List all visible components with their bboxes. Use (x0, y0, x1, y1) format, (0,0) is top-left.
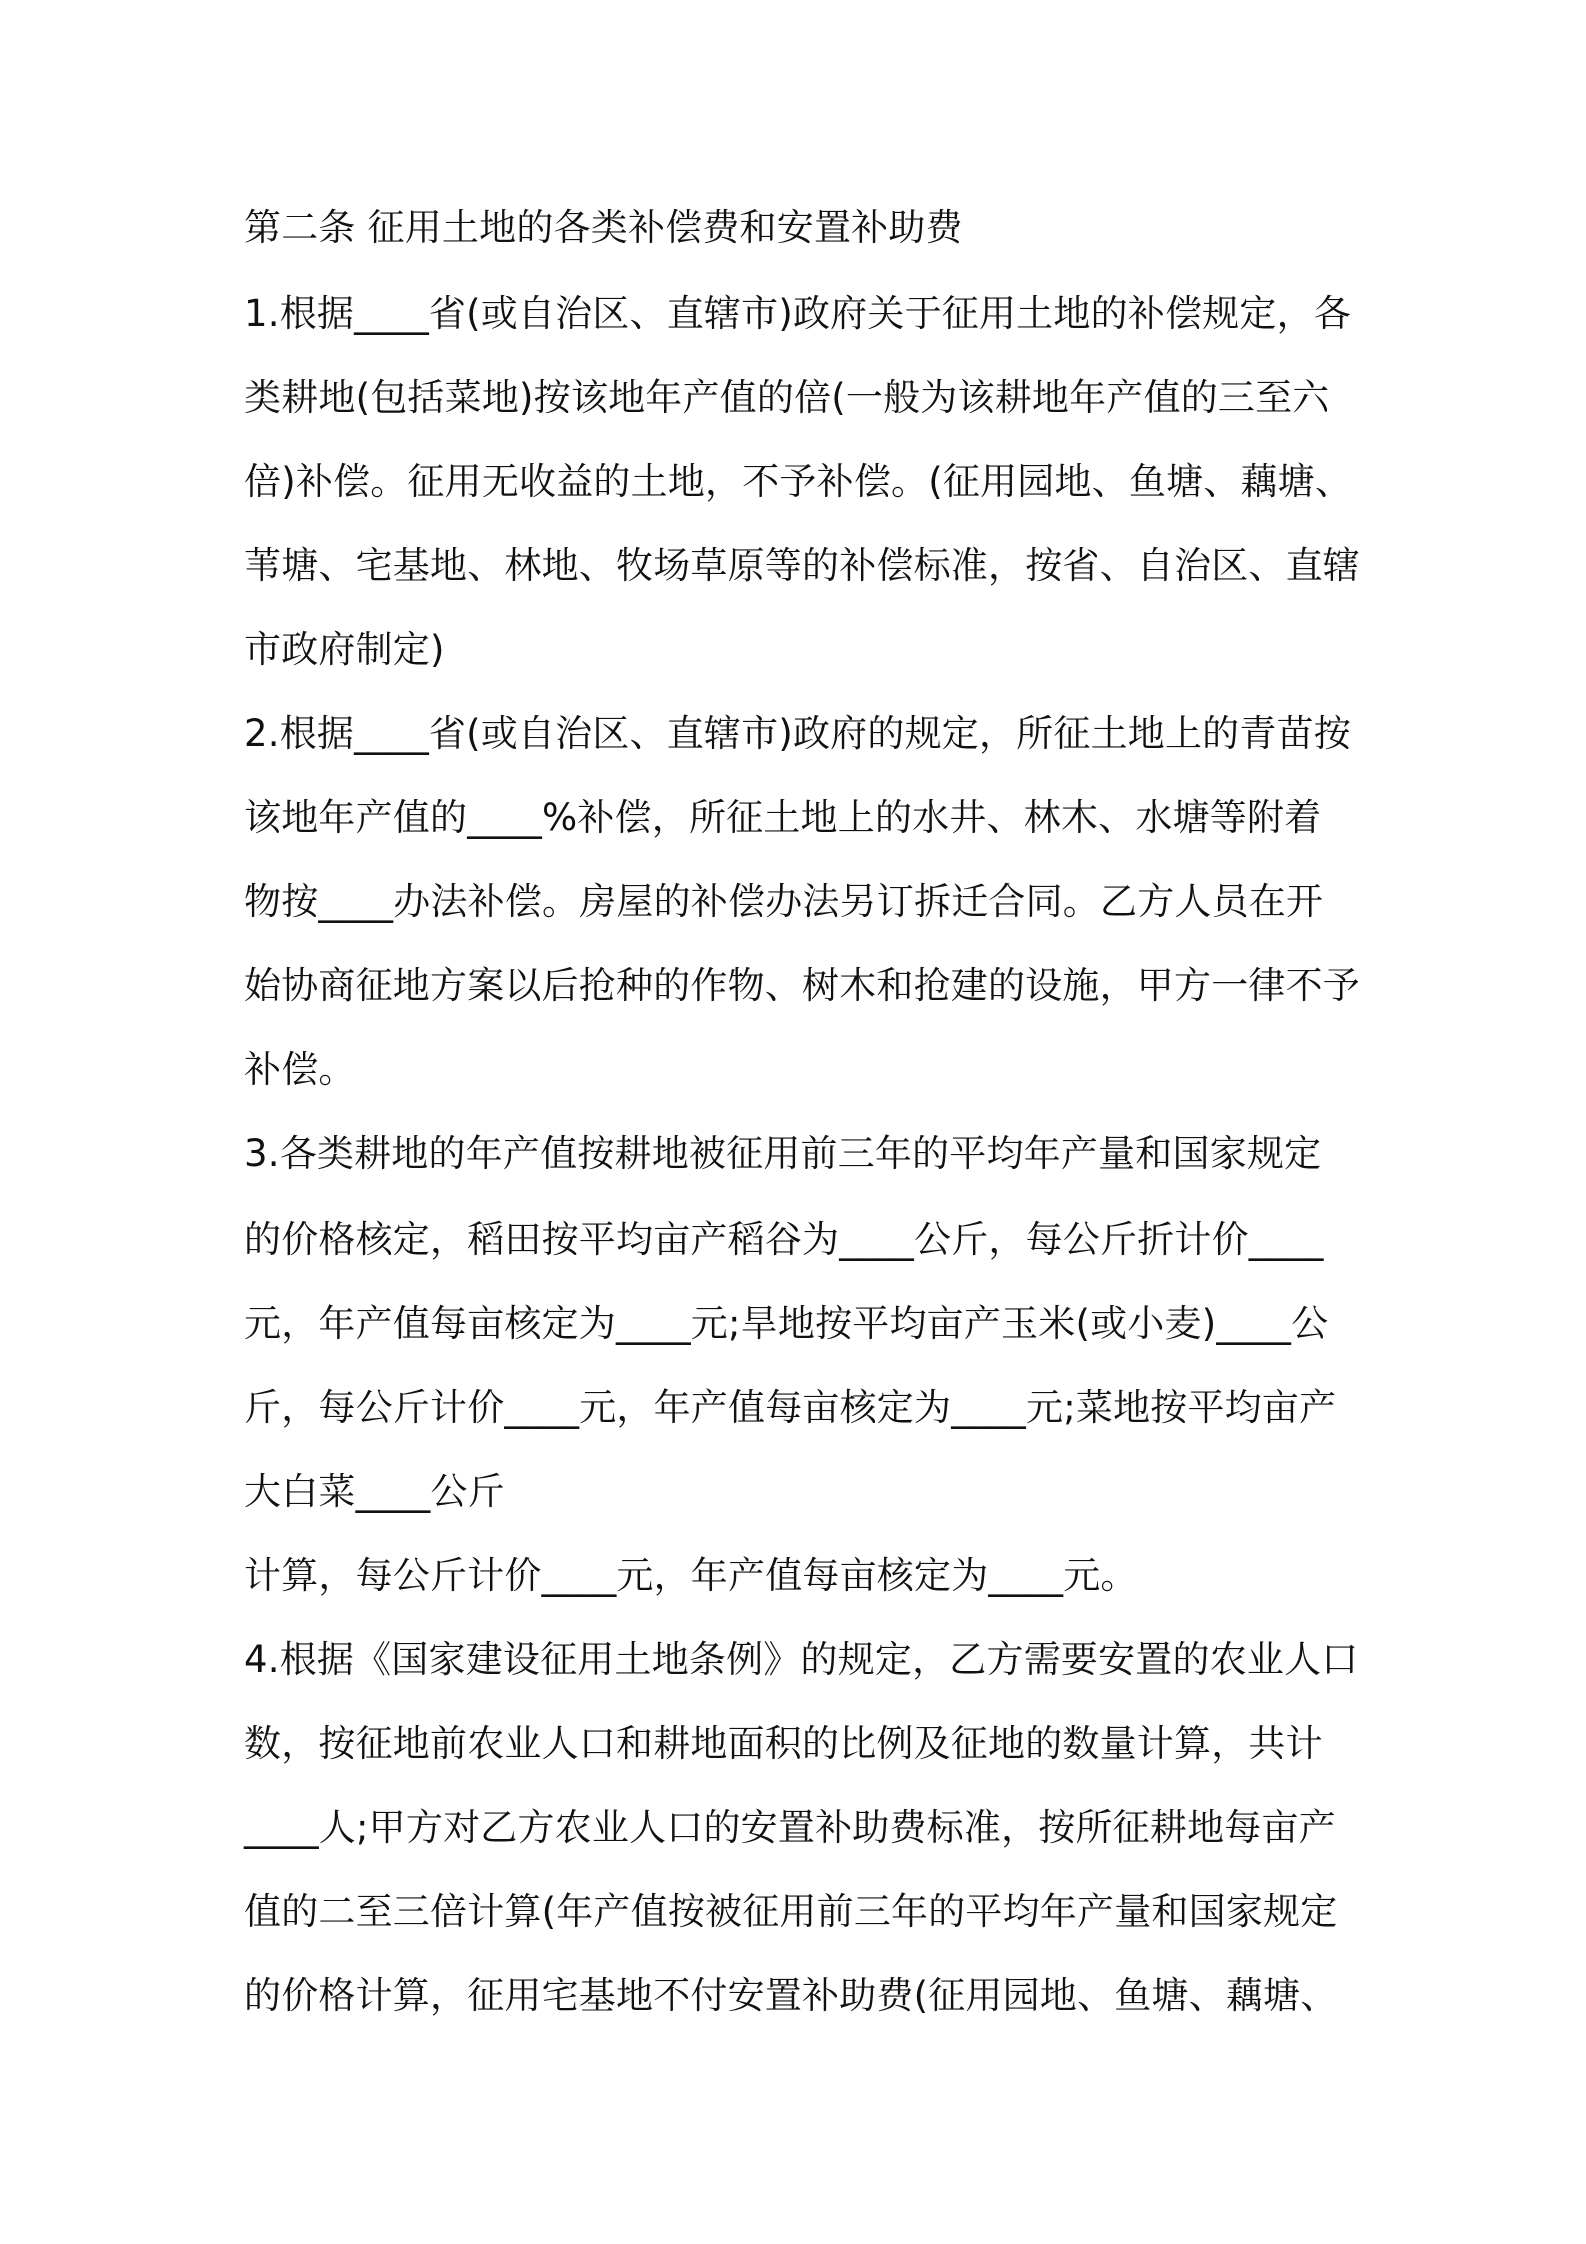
text-line: 该地年产值的____%补偿，所征土地上的水井、林木、水塘等附着 (244, 796, 1322, 839)
text-line: 3.各类耕地的年产值按耕地被征用前三年的平均年产量和国家规定 (244, 1132, 1322, 1175)
text-line: ____人;甲方对乙方农业人口的安置补助费标准，按所征耕地每亩产 (244, 1806, 1336, 1849)
text-line: 苇塘、宅基地、林地、牧场草原等的补偿标准，按省、自治区、直辖 (244, 544, 1360, 587)
text-line: 的价格计算，征用宅基地不付安置补助费(征用园地、鱼塘、藕塘、 (244, 1974, 1338, 2017)
text-line: 的价格核定，稻田按平均亩产稻谷为____公斤，每公斤折计价____ (244, 1218, 1324, 1261)
article-heading: 第二条 征用土地的各类补偿费和安置补助费 (244, 206, 963, 249)
text-line: 2.根据____省(或自治区、直辖市)政府的规定，所征土地上的青苗按 (244, 712, 1351, 755)
text-line: 倍)补偿。征用无收益的土地，不予补偿。(征用园地、鱼塘、藕塘、 (244, 460, 1353, 503)
text-line: 始协商征地方案以后抢种的作物、树木和抢建的设施，甲方一律不予 (244, 964, 1360, 1007)
text-line: 元，年产值每亩核定为____元;旱地按平均亩产玉米(或小麦)____公 (244, 1302, 1329, 1345)
text-line: 计算，每公斤计价____元，年产值每亩核定为____元。 (244, 1554, 1138, 1597)
text-line: 1.根据____省(或自治区、直辖市)政府关于征用土地的补偿规定，各 (244, 292, 1351, 335)
text-line: 类耕地(包括菜地)按该地年产值的倍(一般为该耕地年产值的三至六 (244, 376, 1330, 419)
text-line: 值的二至三倍计算(年产值按被征用前三年的平均年产量和国家规定 (244, 1890, 1338, 1933)
text-line: 市政府制定) (244, 628, 445, 671)
text-line: 补偿。 (244, 1048, 356, 1091)
text-line: 数，按征地前农业人口和耕地面积的比例及征地的数量计算，共计 (244, 1722, 1323, 1765)
text-line: 大白菜____公斤 (244, 1470, 505, 1513)
text-line: 斤，每公斤计价____元，年产值每亩核定为____元;菜地按平均亩产 (244, 1386, 1337, 1429)
text-line: 4.根据《国家建设征用土地条例》的规定，乙方需要安置的农业人口 (244, 1638, 1359, 1681)
text-line: 物按____办法补偿。房屋的补偿办法另订拆迁合同。乙方人员在开 (244, 880, 1324, 923)
